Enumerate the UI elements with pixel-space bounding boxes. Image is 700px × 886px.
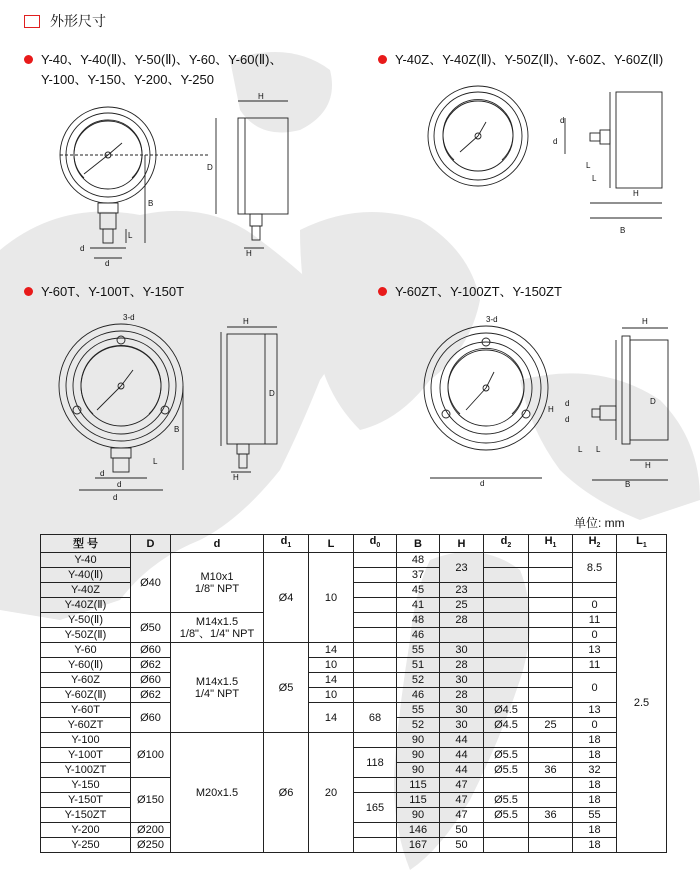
dim-H2: H <box>246 249 252 258</box>
header-H: H <box>440 535 484 553</box>
table-row: Y-50Z(Ⅱ) 46 0 <box>41 628 667 643</box>
dim-H: H <box>243 317 249 326</box>
drawing-axial-gauge <box>420 78 680 238</box>
dim-H: H <box>258 92 264 101</box>
header-d0: $d_0$ <box>354 535 397 553</box>
model-group-4 <box>378 282 562 302</box>
bullet-icon <box>378 55 387 64</box>
table-row: Y-60T Ø60 14 68 55 30 Ø4.5 13 <box>41 703 667 718</box>
table-row: Y-40 Ø40 M10x1 1/8" NPT Ø4 10 48 23 8.5 2.5 <box>41 553 667 568</box>
section-header <box>24 11 106 31</box>
dim-3-d3: 3-d <box>123 313 135 322</box>
dim-d1: d <box>553 137 558 146</box>
dim-L1: L <box>586 161 591 170</box>
dim-H: H <box>633 189 639 198</box>
table-row: Y-100ZT 90 44 Ø5.5 36 32 <box>41 763 667 778</box>
header-model: 型 号 <box>41 535 131 553</box>
dim-d: d <box>565 415 570 424</box>
dim-H2: H <box>233 473 239 482</box>
model-group-1 <box>24 50 283 90</box>
dim-H: H <box>645 461 651 470</box>
table-row: Y-200 Ø200 146 50 18 <box>41 823 667 838</box>
table-row: Y-100T 118 90 44 Ø5.5 18 <box>41 748 667 763</box>
drawing-axial-flange-gauge <box>420 310 680 490</box>
dim-d1: d <box>100 469 105 478</box>
header-box-icon <box>24 15 40 28</box>
dim-d0: d <box>113 493 118 502</box>
model-group-3-line1: Y-60T、Y-100T、Y-150T <box>41 284 185 299</box>
model-group-1-line1: Y-40、Y-40(Ⅱ)、Y-50(Ⅱ)、Y-60、Y-60(Ⅱ)、 <box>41 52 283 67</box>
table-row: Y-60 Ø60 M14x1.5 1/4" NPT Ø5 14 55 30 13 <box>41 643 667 658</box>
dim-L: L <box>592 174 597 183</box>
dim-d2: d <box>565 399 570 408</box>
table-row: Y-150ZT 90 47 Ø5.5 36 55 <box>41 808 667 823</box>
model-group-2-line1: Y-40Z、Y-40Z(Ⅱ)、Y-50Z(Ⅱ)、Y-60Z、Y-60Z(Ⅱ) <box>395 52 664 67</box>
table-row: Y-150T 165 115 47 Ø5.5 18 <box>41 793 667 808</box>
header-d1: $d_1$ <box>264 535 309 553</box>
table-row: Y-100 Ø100 M20x1.5 Ø6 20 90 44 18 <box>41 733 667 748</box>
dim-d: d <box>117 480 122 489</box>
header-L: L <box>309 535 354 553</box>
drawing-radial-gauge <box>50 88 310 268</box>
table-row: Y-60Z Ø60 14 52 30 0 <box>41 673 667 688</box>
bullet-icon <box>24 287 33 296</box>
header-D: D <box>131 535 171 553</box>
section-title: 外形尺寸 <box>50 14 106 30</box>
header-H1: $H_1$ <box>529 535 573 553</box>
table-row: Y-40Z 45 23 <box>41 583 667 598</box>
dim-B: B <box>174 425 180 434</box>
table-row: Y-250 Ø250 167 50 18 <box>41 838 667 853</box>
dim-L1: L <box>578 445 583 454</box>
dim-L: L <box>596 445 601 454</box>
unit-label: 单位: mm <box>574 516 625 530</box>
table-row: Y-40Z(Ⅱ) 41 25 0 <box>41 598 667 613</box>
table-header-row <box>41 535 667 553</box>
dim-D: D <box>207 163 213 172</box>
dim-L: L <box>128 231 133 240</box>
table-row: Y-40(Ⅱ) 37 <box>41 568 667 583</box>
model-group-4-line1: Y-60ZT、Y-100ZT、Y-150ZT <box>395 284 562 299</box>
table-row: Y-50(Ⅱ) Ø50 M14x1.5 1/8"、1/4" NPT 48 28 11 <box>41 613 667 628</box>
drawing-radial-flange-gauge <box>55 310 315 505</box>
model-group-1-line2: Y-100、Y-150、Y-200、Y-250 <box>41 72 214 87</box>
header-d: d <box>171 535 264 553</box>
dim-B: B <box>148 199 154 208</box>
header-d2: $d_2$ <box>484 535 529 553</box>
dim-B: B <box>620 226 626 235</box>
dim-d1: d <box>80 244 85 253</box>
table-row: Y-60ZT 52 30 Ø4.5 25 0 <box>41 718 667 733</box>
spec-table <box>40 534 667 853</box>
header-L1: $L_1$ <box>617 535 667 553</box>
bullet-icon <box>24 55 33 64</box>
dim-H1: H <box>642 317 648 326</box>
dim-d: d <box>105 259 110 268</box>
dim-3-d3: 3-d <box>486 315 498 324</box>
dim-d: d <box>560 116 565 125</box>
table-row: Y-60Z(Ⅱ) Ø62 10 46 28 <box>41 688 667 703</box>
model-group-3 <box>24 282 184 302</box>
dim-D: D <box>269 389 275 398</box>
dim-L: L <box>153 457 158 466</box>
header-H2: $H_2$ <box>573 535 617 553</box>
dim-D: D <box>650 397 656 406</box>
table-row: Y-150 Ø150 115 47 18 <box>41 778 667 793</box>
table-row: Y-60(Ⅱ) Ø62 10 51 28 11 <box>41 658 667 673</box>
bullet-icon <box>378 287 387 296</box>
dim-d0: d <box>480 479 485 488</box>
model-group-2 <box>378 50 663 70</box>
header-B: B <box>397 535 440 553</box>
dim-B: B <box>625 480 631 489</box>
dim-H2: H <box>548 405 554 414</box>
